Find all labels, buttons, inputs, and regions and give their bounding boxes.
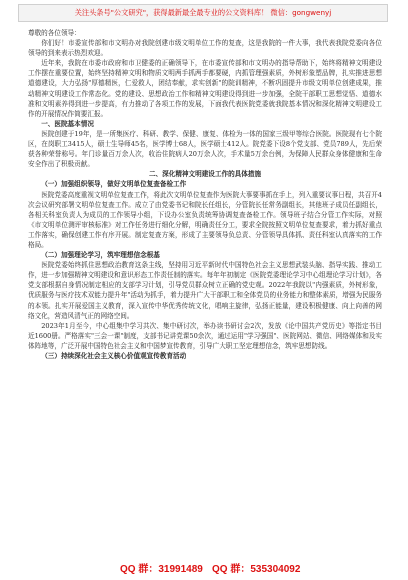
- intro-paragraph: 近年来，我院在市委市政府和市卫健委的正确领导下，在市委宣传部和市文明办的指导帮助下，始终将精神文明建设工作摆在重要位置，始终坚持精神文明和物质文明两手抓两手都要硬，内抓管理强素质，外树形象塑品牌，扎实推进思想道德建设，大力弘扬"厚德精医，仁爱救人，团结奉献，求实创新"的院训精神，不断巩固提升市级文明单位创建成果，推动精神文明建设工作常态化。党的建设、思想政治工作和精神文明建设得到进一步加强，全院干部职工思想觉悟、道德水准和文明素养得到进一步提高，有力推动了各项工作的发展，下面我代表医院党委就我院基本情况和深化精神文明建设工作的开展情况作简要汇报。: [28, 59, 382, 118]
- opening-paragraph: 你们好！市委宣传部和市文明办对我院创建市级文明单位工作的复查，这是我院的一件大事，我代表我院党委向各位领导的到来表示热烈欢迎。: [28, 39, 382, 58]
- footer: [0, 560, 408, 580]
- promo-banner: 关注头条号"公文研究"，获得最新最全最专业的公文资料库！ 微信：gongwenyj: [18, 4, 388, 22]
- qq-group-2: QQ 群：535304092: [212, 564, 301, 575]
- salutation: 尊敬的各位领导：: [28, 29, 81, 37]
- section-heading-1: 一、医院基本情况: [41, 119, 94, 128]
- subsection1-paragraph: 医院党委高度重视文明单位复查工作，将此次文明单位复查作为医院大事要事抓在手上，列入重要议事日程，共召开4次会议研究部署文明单位复查工作。成立了由党委书记和院长任组长，分管院长任常务副组长，其他班子成员任副组长，各相关科室负责人为成员的工作领导小组，下设办公室负责统筹协调复查备检工作。领导班子结合分管工作实际，对照《市文明单位测评审核标准》对工作任务进行细化分解，明确责任分工，要求全院按照文明单位复查要求，着力抓好重点工作落实，确保创建工作有序开展。制定复查方案，形成了主要领导负总责、分管领导具体抓、责任科室认真落实的工作格局。: [28, 190, 382, 249]
- subsection-heading-3: （三）持续深化社会主义核心价值观宣传教育活动: [41, 352, 187, 360]
- qq-group-1: QQ 群：31991489: [120, 564, 203, 575]
- document-body: [28, 28, 382, 361]
- subsection2-paragraph: 医院党委始终抓住思想政治教育这条主线，坚持用习近平新时代中国特色社会主义思想武装头脑、指导实践、推动工作，进一步加强精神文明建设和意识形态工作责任制的落实。每年年初制定《医院党委理论学习中心组理论学习计划》，各党支部根据自身情况制定相应的支部学习计划，引导党员群众树立正确的党史观。2022年我院以"内强素质，外树形象，优质服务与医疗技术双能力提升年"活动为抓手，着力提升广大干部职工和全体党员的业务能力和整体素质，增强为民服务的本领。扎实开展爱国主义教育，深入宣传中华优秀传统文化，唱响主旋律，弘扬正能量，建设积极健康、向上向善的网络文化，营造风清气正的网络空间。: [28, 261, 382, 320]
- subsection-heading-2: （二）加强理论学习，筑牢理想信念根基: [41, 251, 160, 260]
- section-heading-2: 二、深化精神文明建设工作的具体措施: [148, 170, 262, 179]
- subsection-heading-1: （一）加强组织领导，做好文明单位复查备检工作: [41, 180, 187, 189]
- section1-paragraph: 医院创建于19年，是一所集医疗、科研、教学、保健、康复、体检为一体的国家三级甲等综合医院。医院现有七个院区，在岗职工3415人，硕士生导师45名，医学博士68人，医学硕士412人。院党委下设8个党支部、党员789人，先后荣获各种荣誉称号。年门诊量百万余人次，收治住院病人20万余人次，手术量5万余台例，为保障人民群众身体健康和生命安全作出了积极贡献。: [28, 129, 382, 169]
- subsection2-paragraph-2: 2023年1月至今，中心组集中学习共次、集中研讨次，举办读书研讨会2次，发放《论中国共产党历史》等指定书目近1600册。严格落实"三会一课"制度，支部书记讲党课50余次，通过运用"学习强国"、医院网站、微信、网络媒体和及实体阵地等，广泛开展中国特色社会主义和中国梦宣传教育，引导广大职工坚定理想信念，筑牢思想防线。: [28, 321, 382, 350]
